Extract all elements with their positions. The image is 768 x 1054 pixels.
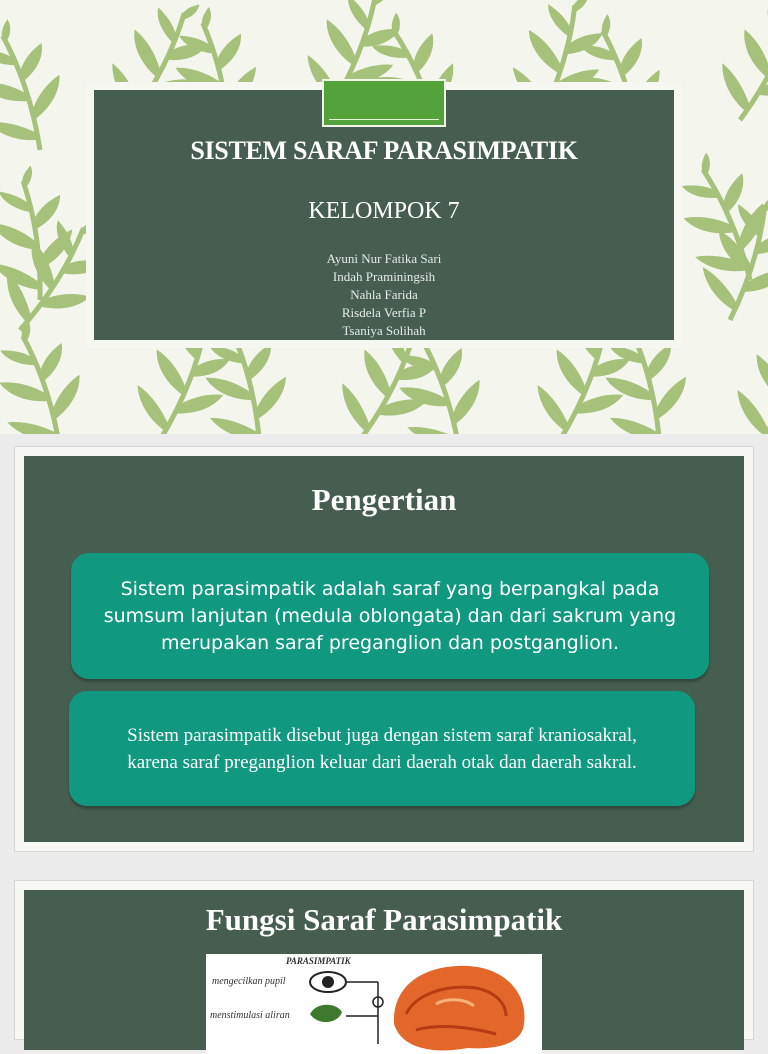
function-slide [14,880,754,1040]
member-name: Risdela Verfia P [341,305,427,320]
definition-panel [24,456,744,842]
craniosacral-line: Sistem parasimpatik disebut juga dengan sistem saraf kraniosakral, [127,724,637,746]
accent-tab [322,79,446,127]
definition-line: merupakan saraf preganglion dan postganglion. [161,631,619,654]
member-name: Tsaniya Solihah [342,323,426,338]
member-name: Nahla Farida [350,287,418,302]
member-name: Indah Praminingsih [332,269,436,284]
organ-icon [310,1005,342,1022]
parasympathetic-diagram [206,954,542,1054]
craniosacral-card [69,691,695,806]
diagram-title: PARASIMPATIK [286,956,351,966]
title-slide [0,0,768,434]
craniosacral-line: karena saraf preganglion keluar dari daerah otak dan daerah sakral. [127,751,637,773]
function-heading: Fungsi Saraf Parasimpatik [205,902,563,937]
slide-title: SISTEM SARAF PARASIMPATIK [190,136,578,165]
diagram-label: mengecilkan pupil [212,976,286,987]
function-panel [24,890,744,1050]
brain-illustration [206,954,542,1054]
definition-line: sumsum lanjutan (medula oblongata) dan dari sakrum yang [103,604,677,627]
member-name: Ayuni Nur Fatika Sari [326,251,442,266]
diagram-label: menstimulasi aliran [210,1010,290,1021]
title-panel [94,90,674,340]
member-list [94,250,674,340]
definition-slide [14,446,754,852]
slide-subtitle: KELOMPOK 7 [308,198,460,224]
definition-card [71,553,709,679]
definition-heading: Pengertian [311,482,457,517]
definition-line: Sistem parasimpatik adalah saraf yang berpangkal pada [120,577,660,600]
